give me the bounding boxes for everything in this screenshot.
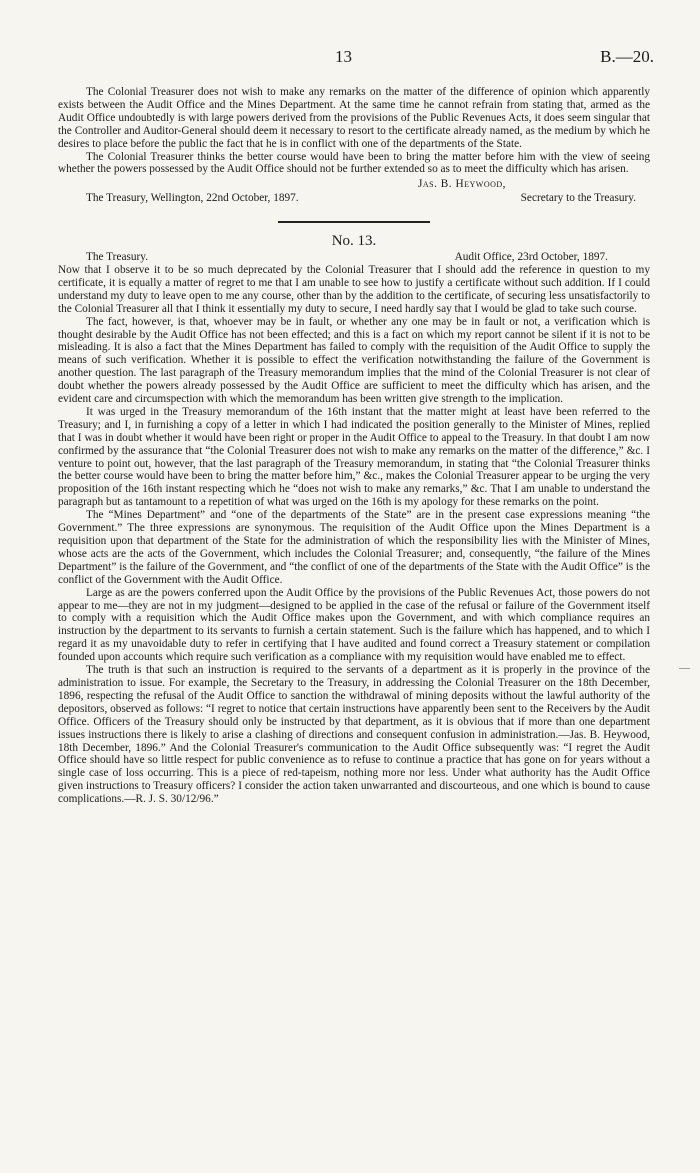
paragraph: The fact, however, is that, whoever may be in fault, or whether any one may be in fault or not, a verification which is thought desirable by the Audit Office has not been effected; and this is a fact on which my report cannot be silent if it is not to be misleading. It is also a fact that the Mines Department has failed to comply with the requisition of the Audit Office to supply the means of such verification. Whether it is possible to effect the verification notwithstanding the failure of the Government is another question. The last paragraph of the Treasury memorandum implies that the mind of the Colonial Treasurer is not clear of doubt whether the powers already possessed by the Audit Office are sufficient to meet the difficulty which has arisen, and the evident care and circumspection with which the memorandum has been written give strength to the implication. — [58, 315, 650, 406]
paragraph: Now that I observe it to be so much deprecated by the Colonial Treasurer that I should add the reference in question to my certificate, it is equally a matter of regret to me that I am unable to see how to justify a certificate without such addition. If I could understand my duty to leave open to me any course, other than by the addition to the certificate, of securing less unsatisfactorily to the Colonial Treasurer all that I think it essentially my duty to secure, I need hardly say that I would be glad to take such course. — [58, 263, 650, 315]
paragraph: The Colonial Treasurer does not wish to make any remarks on the matter of the difference of opinion which apparently exists between the Audit Office and the Mines Department. At the same time he cannot refrain from stating that, armed as the Audit Office undoubtedly is with large powers derived from the provisions of the Public Revenues Acts, it does seem singular that the Controller and Auditor-General should deem it necessary to resort to the certificate already named, as the medium by which he desires to place before the public the fact that he is in conflict with one of the departments of the State. — [58, 86, 650, 150]
paragraph: The Colonial Treasurer thinks the better course would have been to bring the matter before him with the view of seeing whether the powers possessed by the Audit Office should not be further extended so as to meet the difficulty which has arisen. — [58, 150, 650, 176]
section-divider — [278, 221, 430, 223]
signature-title: Secretary to the Treasury. — [520, 192, 636, 205]
letter-heading — [58, 251, 650, 264]
paragraph: The “Mines Department” and “one of the departments of the State” are in the present case expressions meaning “the Government.” The three expressions are synonymous. The requisition of the Audit Office upon the Mines Department is a requisition upon that department of the State for the administration of which the responsibility lies with the Minister of Mines, whose acts are the acts of the Government, which includes the Colonial Treasurer; and, consequently, “the failure of the Mines Department” is the failure of the Government, and “the conflict of one of the departments of the State with the Audit Office” is the conflict of the Government with the Audit Office. — [58, 509, 650, 586]
signature-block — [58, 178, 650, 191]
signature-footer — [58, 192, 650, 205]
signature-name: Jas. B. Heywood, — [418, 178, 506, 191]
page-body — [58, 86, 650, 806]
addressee: The Treasury. — [86, 251, 149, 264]
page-number: 13 — [335, 47, 352, 66]
section-title: No. 13. — [331, 233, 377, 250]
paragraph: It was urged in the Treasury memorandum of the 16th instant that the matter might at least have been referred to the Treasury; and I, in furnishing a copy of a letter in which I had indicated the position generally to the Minister of Mines, replied that I was in doubt whether it would have been right or proper in the Audit Office to appeal to the Treasury. In that doubt I am now confirmed by the assurance that “the Colonial Treasurer does not wish to make any remarks on the matter of the difference,” &c. I venture to point out, however, that the last paragraph of the Treasury memorandum, in stating that “the Colonial Treasurer thinks the better course would have been to bring the matter before him,” &c., makes the Colonial Treasurer appear to be urging the very proposition of the 16th instant respecting which he “does not wish to make any remarks,” &c. That I am unable to understand the paragraph but as tantamount to a repetition of what was urged on the 16th is my apology for these remarks on the point. — [58, 405, 650, 509]
document-reference: B.—20. — [600, 47, 654, 66]
paragraph: Large as are the powers conferred upon the Audit Office by the provisions of the Public Revenues Act, those powers do not appear to me—they are not in my judgment—designed to be applied in the case of the refusal or failure of the Government itself to comply with a requisition which the Audit Office makes upon the Government, and with which compliance requires an instruction by the department to its servants to furnish a certain statement. Such is the failure which has happened, and to which I regard it as my unavoidable duty to refer in certifying that I have audited and found correct a Treasury statement or compilation founded upon accounts which require such verification as a compliance with my requisition would have enabled me to effect. — [58, 586, 650, 664]
origin-date: Audit Office, 23rd October, 1897. — [454, 251, 608, 264]
margin-mark: — — [679, 662, 690, 674]
place-date: The Treasury, Wellington, 22nd October, 1897. — [86, 192, 299, 205]
paragraph: The truth is that such an instruction is required to the servants of a department as it is properly in the province of the administration to issue. For example, the Secretary to the Treasury, in addressing the Colonial Treasurer on the 18th December, 1896, respecting the refusal of the Audit Office to sanction the withdrawal of mining deposits without the lawful authority of the depositors, observed as follows: “I regret to notice that certain instructions have apparently been sent to the Receivers by the Audit Office. Officers of the Treasury should only be instructed by that department, as it is obvious that if more than one department issues instructions there is likely to arise a clashing of directions and consequent confusion in administration.—Jas. B. Heywood, 18th December, 1896.” And the Colonial Treasurer's communication to the Audit Office subsequently was: “I regret the Audit Office should have so little respect for public convenience as to refuse to continue a practice that has gone on for years without a single case of loss occurring. This is a piece of red-tapeism, nothing more nor less. Under what authority has the Audit Office given instructions to Treasury officers? I consider the action taken unwarranted and discourteous, and one which is bound to cause complications.—R. J. S. 30/12/96.” — [58, 664, 650, 806]
